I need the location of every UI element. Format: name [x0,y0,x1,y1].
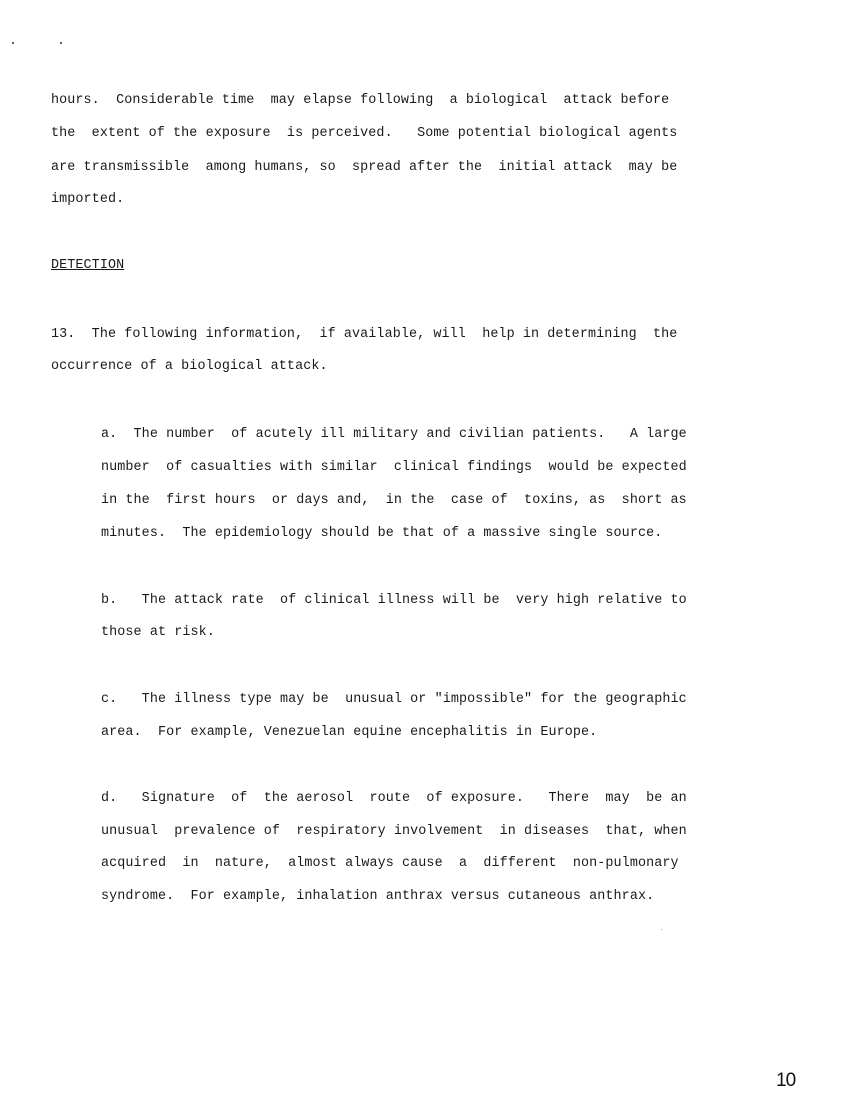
scan-speck [12,42,14,44]
text-line: unusual prevalence of respiratory involvement in diseases that, when [101,824,687,839]
text-line: number of casualties with similar clinical findings would be expected [101,460,687,475]
text-line: the extent of the exposure is perceived. Some potential biological agents [51,126,678,141]
scan-speck [661,929,662,930]
text-line: syndrome. For example, inhalation anthrax versus cutaneous anthrax. [101,889,655,904]
text-line: are transmissible among humans, so spread after the initial attack may be [51,160,678,175]
text-line: occurrence of a biological attack. [51,359,328,374]
text-line: 13. The following information, if available, will help in determining the [51,327,678,342]
text-line: acquired in nature, almost always cause a different non-pulmonary [101,856,679,871]
text-line: minutes. The epidemiology should be that of a massive single source. [101,526,663,541]
text-line: d. Signature of the aerosol route of exposure. There may be an [101,791,687,806]
scan-speck [60,42,62,44]
text-line: imported. [51,192,125,207]
text-line: a. The number of acutely ill military and civilian patients. A large [101,427,687,442]
text-line: in the first hours or days and, in the case of toxins, as short as [101,493,687,508]
text-line: area. For example, Venezuelan equine encephalitis in Europe. [101,725,598,740]
page-number: 10 [776,1070,796,1091]
text-line: hours. Considerable time may elapse following a biological attack before [51,93,670,108]
section-heading: DETECTION [51,258,125,273]
text-line: c. The illness type may be unusual or "impossible" for the geographic [101,692,687,707]
text-line: b. The attack rate of clinical illness will be very high relative to [101,593,687,608]
text-line: those at risk. [101,625,215,640]
